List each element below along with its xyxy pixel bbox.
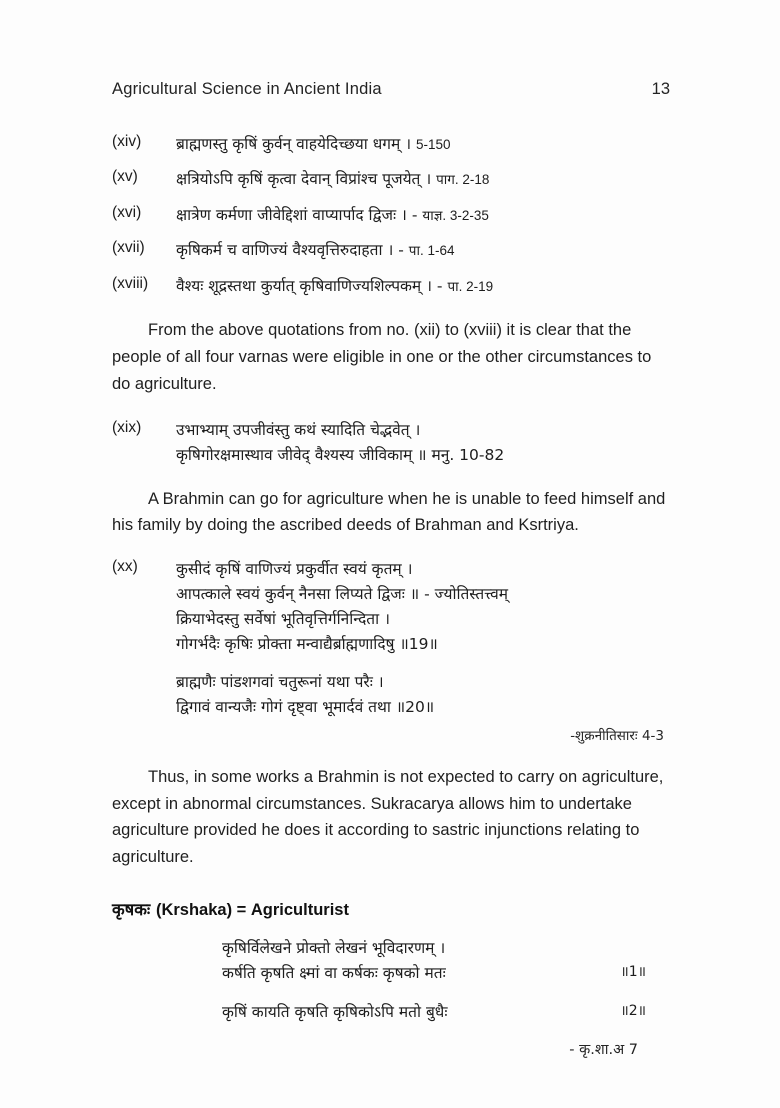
sutra-item — [112, 936, 672, 986]
verse-line: आपत्काले स्वयं कुर्वन् नैनसा लिप्यते द्विजः ॥ - ज्योतिस्तत्त्वम् — [176, 585, 509, 604]
verse-item — [112, 239, 672, 261]
verse-attribution: -शुक्रनीतिसारः 4-3 — [570, 727, 664, 744]
sutra-number: ॥1॥ — [620, 963, 646, 980]
verse-item — [112, 168, 672, 190]
sutra-line-text: कर्षति कृषति क्ष्मां वा कर्षकः कृषको मतः — [222, 963, 446, 982]
sutra-item — [112, 1000, 672, 1025]
verse-group-two — [176, 670, 508, 720]
sutra-line-with-number — [222, 1000, 672, 1025]
verse-line: उभाभ्याम् उपजीवंस्तु कथं स्यादिति चेद्भवेत् । — [176, 420, 421, 439]
page-number: 13 — [651, 80, 670, 98]
verse-item — [112, 204, 672, 226]
verse-block-xx — [112, 557, 672, 720]
verse-lines — [176, 557, 508, 720]
verse-label: (xviii) — [112, 274, 149, 292]
verse-group-one — [176, 557, 508, 657]
verse-label: (xvii) — [112, 239, 145, 257]
sutra-number: ॥2॥ — [620, 1002, 646, 1019]
verse-lines — [176, 418, 504, 468]
verse-body — [176, 239, 454, 261]
verse-line: कुसीदं कृषिं वाणिज्यं प्रकुर्वीत स्वयं कृतम् । — [176, 560, 413, 579]
page-header — [112, 80, 672, 99]
paragraph-one: From the above quotations from no. (xii) to (xviii) it is clear that the people of all four varnas were eligible in one or the other circumstances to do agriculture. — [112, 321, 652, 393]
verse-line: द्विगावं वान्यजैः गोगं दृष्ट्वा भूमार्दवं तथा ॥20॥ — [176, 697, 435, 716]
running-head-title: Agricultural Science in Ancient India — [112, 80, 382, 98]
sutra-line-text: कृषिं कायति कृषति कृषिकोऽपि मतो बुधैः — [222, 1002, 448, 1021]
page-content — [112, 80, 672, 1059]
section-heading-latin: (Krshaka) = Agriculturist — [155, 900, 349, 919]
verse-sanskrit: क्षत्रियोऽपि कृषिं कृत्वा देवान् विप्रांश्च पूजयेत् । — [176, 170, 432, 189]
paragraph-two: A Brahmin can go for agriculture when he is unable to feed himself and his family by doing the ascribed deeds of Brahman and Ksrtriya. — [112, 489, 666, 535]
verse-label: (xvi) — [112, 203, 142, 221]
verse-line: ब्राह्मणैः पांडशगवां चतुरूनां यथा परैः । — [176, 672, 384, 691]
verse-item — [112, 133, 672, 155]
verse-body — [176, 275, 493, 297]
verse-body — [176, 204, 489, 226]
sutra-line: कृषिर्विलेखने प्रोक्तो लेखनं भूविदारणम् । — [222, 938, 446, 957]
section-heading-sanskrit: कृषकः — [112, 899, 151, 919]
verse-sanskrit: क्षात्रेण कर्मणा जीवेद्दिशां वाप्यार्पाद द्विजः । - — [176, 205, 418, 224]
verse-label: (xv) — [112, 168, 138, 186]
verse-item — [112, 275, 672, 297]
verse-reference: याज्ञ. 3-2-35 — [422, 207, 489, 223]
verse-sanskrit: ब्राह्मणस्तु कृषिं कुर्वन् वाहयेदिच्छया धगम् । — [176, 135, 412, 153]
verse-reference: पा. 1-64 — [408, 243, 455, 259]
verse-body — [176, 133, 451, 155]
verse-line: क्रियाभेदस्तु सर्वेषां भूतिवृत्तिर्गनिन्दिता । — [176, 610, 390, 629]
verse-label: (xix) — [112, 418, 142, 436]
verse-line: गोगर्भदैः कृषिः प्रोक्ता मन्वाद्यैर्ब्राह्मणादिषु ॥19॥ — [176, 635, 438, 654]
verse-reference: पाग. 2-18 — [436, 172, 490, 188]
verse-label: (xiv) — [112, 133, 142, 150]
paragraph-three: Thus, in some works a Brahmin is not expected to carry on agriculture, except in abnormal circumstances. Sukracarya allows him to undertake agriculture provided he does it according to sastric injunctions relating to agriculture. — [112, 767, 664, 866]
verse-block-xix — [112, 418, 672, 468]
verse-sanskrit: वैश्यः शूद्रस्तथा कुर्यात् कृषिवाणिज्यशिल्पकम् । - — [176, 276, 443, 295]
verse-sanskrit: कृषिकर्म च वाणिज्यं वैश्यवृत्तिरुदाहता । - — [176, 241, 404, 260]
sutra-source: - कृ.शा.अ 7 — [569, 1042, 638, 1059]
verse-reference: 5-150 — [416, 137, 451, 152]
verse-line: कृषिगोरक्षमास्थाव जीवेद् वैश्यस्य जीविकाम् ॥ मनु. 10-82 — [176, 445, 505, 464]
verse-body — [176, 168, 489, 190]
verse-list — [112, 133, 672, 297]
section-heading — [112, 897, 672, 920]
verse-label: (xx) — [112, 558, 138, 576]
verse-reference: पा. 2-19 — [447, 278, 494, 294]
sutra-line-with-number — [222, 961, 672, 986]
